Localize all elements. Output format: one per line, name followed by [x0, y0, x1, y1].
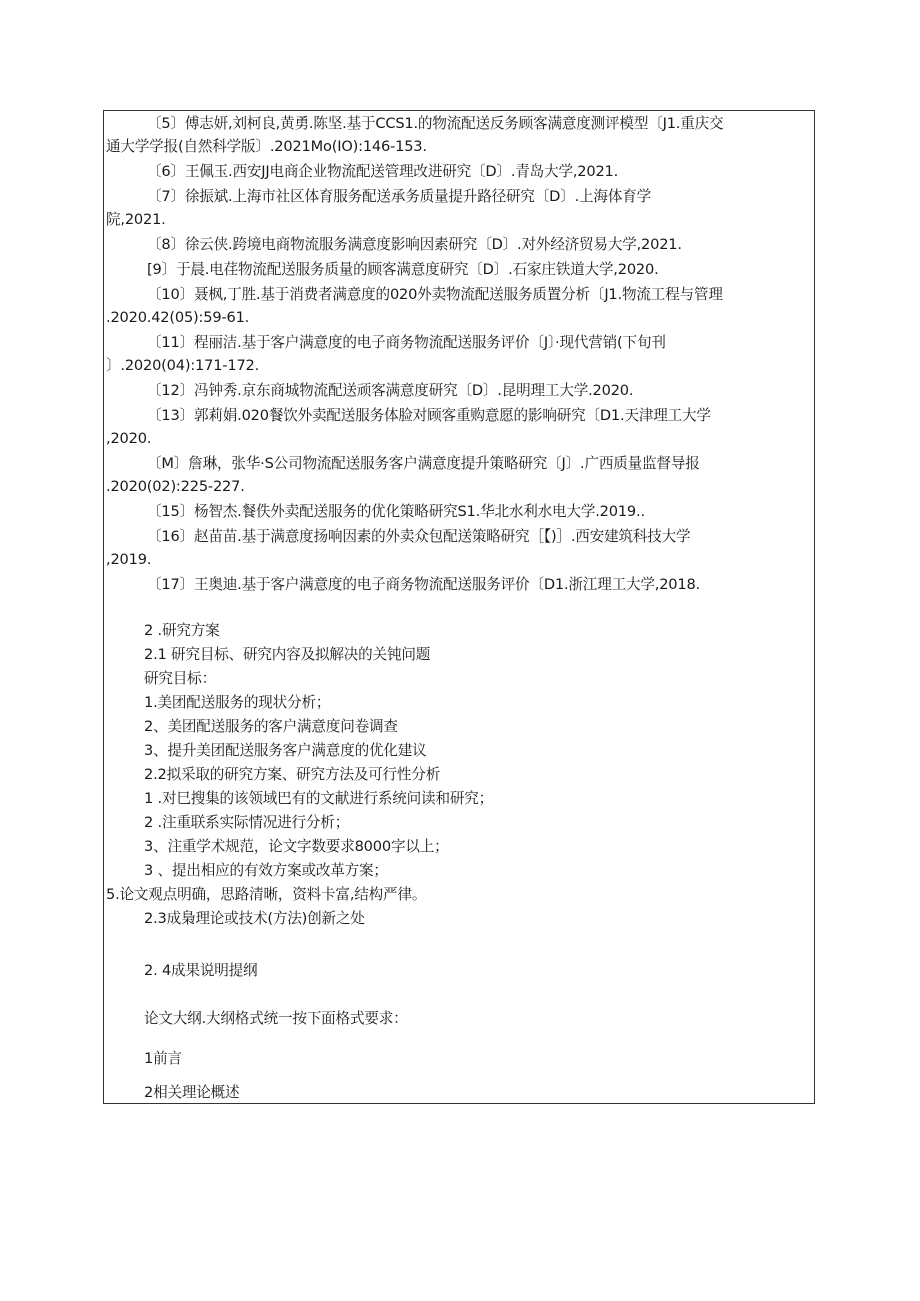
- outline-item-1: 1前言: [144, 1050, 182, 1067]
- method-item-5: 5.论文观点明确，思路清晰，资料卡富,结构严律。: [106, 886, 427, 903]
- subsection-heading-2-2: 2.2拟采取的研究方案、研究方法及可行性分析: [144, 766, 441, 783]
- reference-12: 〔12〕冯钟秀.京东商城物流配送顽客满意度研究〔D〕.昆明理工大学.2020.: [147, 382, 634, 399]
- reference-7-line-1: 〔7〕徐振斌.上海市社区体育服务配送承务质量提升路径研究〔D〕.上海体育学: [147, 188, 651, 205]
- section-heading-research-plan: 2 .研究方案: [144, 622, 220, 639]
- subsection-heading-2-3: 2.3成梟理论或技术(方法)创新之处: [144, 910, 365, 927]
- goal-item-1: 1.美团配送服务的现状分析；: [144, 694, 331, 711]
- outline-intro: 论文大纲.大纲格式统一按下面格式要求：: [144, 1010, 408, 1027]
- reference-11-line-1: 〔11〕程丽洁.基于客户满意度的电子商务物流配送服务评价〔J〕·现代营销(下旬刊: [147, 334, 666, 351]
- reference-17: 〔17〕王奥迪.基于客户满意度的电子商务物流配送服务评价〔D1.浙江理工大学,2018.: [147, 576, 700, 593]
- reference-13-line-2: ,2020.: [106, 430, 152, 447]
- document-frame: [103, 110, 815, 1104]
- reference-7-line-2: 院,2021.: [106, 211, 166, 228]
- method-item-4: 3 、提出相应的有效方案或改革方案；: [144, 862, 388, 879]
- research-goals-label: 研究目标：: [144, 670, 216, 687]
- reference-10-line-1: 〔10〕聂枫,丁胜.基于消费者满意度的020外卖物流配送服务质置分析〔J1.物流工程与管理: [147, 286, 723, 303]
- reference-16-line-1: 〔16〕赵苗苗.基于满意度扬响因素的外卖众包配送策略研究［【)］.西安建筑科技大学: [147, 528, 691, 545]
- reference-6: 〔6〕王佩玉.西安JJ电商企业物流配送管理改进研究〔D〕.青岛大学,2021.: [147, 163, 619, 180]
- reference-5-line-1: 〔5〕傅志妍,刘柯良,黄勇.陈坚.基于CCS1.的物流配送反务顾客满意度测评模型〔J1.重庆交: [147, 115, 724, 132]
- reference-13-line-1: 〔13〕郭莉娟.020餐饮外卖配送服务体脸对顾客重购意愿的影响研究〔D1.天津理工大学: [147, 407, 711, 424]
- method-item-3: 3、注重学术规范，论文字数要求8000字以上；: [144, 838, 449, 855]
- reference-9: [9〕于晨.电荏物流配送服务质量的顾客满意度研究〔D〕.石家庄铁道大学,2020.: [147, 261, 659, 278]
- reference-14-line-1: 〔M〕詹琳，张华·S公司物流配送服务客户满意度提升策略研究〔J〕.广西质量监督导报: [147, 455, 700, 472]
- outline-item-2: 2相关理论概述: [144, 1084, 240, 1101]
- goal-item-2: 2、美团配送服务的客户满意度问卷调查: [144, 718, 398, 735]
- method-item-1: 1 .对巳搜集的该领域巴有的文献进行系统问读和研究；: [144, 790, 494, 807]
- reference-10-line-2: .2020.42(05):59-61.: [106, 309, 250, 326]
- reference-8: 〔8〕徐云侠.跨境电商物流服务满意度影响因素研究〔D〕.对外经济贸易大学,2021.: [147, 236, 682, 253]
- goal-item-3: 3、提升美团配送服务客户满意度的优化建议: [144, 742, 427, 759]
- reference-15: 〔15〕杨智杰.餐佚外卖配送服务的优化策略研究S1.华北水利水电大学.2019..: [147, 503, 645, 520]
- subsection-heading-2-1: 2.1 研究目标、研究内容及拟解决的关钝问题: [144, 646, 431, 663]
- subsection-heading-2-4: 2. 4成果说明提纲: [144, 962, 258, 979]
- reference-14-line-2: .2020(02):225-227.: [106, 478, 245, 495]
- reference-11-line-2: 〕.2020(04):171-172.: [106, 357, 260, 374]
- method-item-2: 2 .注重联系实际情况进行分析；: [144, 814, 350, 831]
- reference-16-line-2: ,2019.: [106, 551, 152, 568]
- reference-5-line-2: 通大学学报(自然科学版〕.2021Mo(IO):146-153.: [106, 138, 427, 155]
